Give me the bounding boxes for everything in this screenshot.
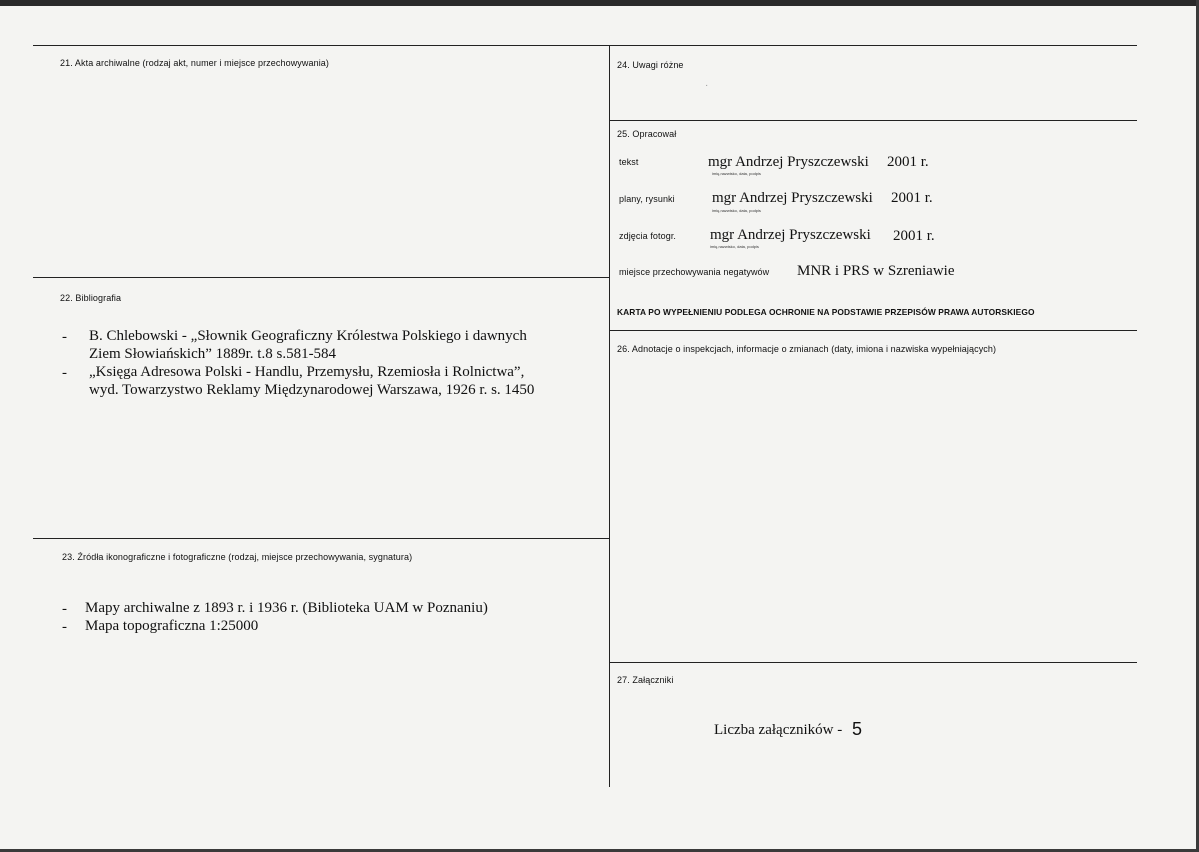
author-row-key: zdjęcia fotogr. (619, 231, 677, 241)
scan-edge-top (0, 0, 1199, 6)
author-name: mgr Andrzej Pryszczewski (710, 227, 871, 243)
author-hint: imię,nazwisko, data, podpis (712, 208, 761, 213)
attachments-count-value: 5 (852, 719, 863, 739)
divider-22-23 (33, 538, 609, 539)
author-name: mgr Andrzej Pryszczewski (712, 190, 873, 206)
bibliography-line: „Księga Adresowa Polski - Handlu, Przemysłu, Rzemiosła i Rolnictwa”, (89, 364, 525, 380)
author-hint: imię,nazwisko, data, podpis (710, 244, 759, 249)
author-year: 2001 r. (893, 228, 935, 244)
divider-26-27 (609, 662, 1137, 663)
section-21-label: 21. Akta archiwalne (rodzaj akt, numer i miejsce przechowywania) (60, 58, 330, 68)
list-bullet: - (62, 365, 67, 381)
copyright-notice: KARTA PO WYPEŁNIENIU PODLEGA OCHRONIE NA PODSTAWIE PRZEPISÓW PRAWA AUTORSKIEGO (617, 307, 1035, 317)
section-22-label: 22. Bibliografia (60, 293, 122, 303)
negatives-value: MNR i PRS w Szreniawie (797, 263, 955, 279)
top-rule (33, 45, 1137, 46)
attachments-count-label: Liczba załączników - (714, 722, 843, 738)
author-name: mgr Andrzej Pryszczewski (708, 154, 869, 170)
bibliography-line: Ziem Słowiańskich” 1889r. t.8 s.581-584 (89, 346, 337, 362)
list-bullet: - (62, 601, 67, 617)
divider-24-25 (609, 120, 1137, 121)
section-24-label: 24. Uwagi różne (617, 60, 684, 70)
divider-21-22 (33, 277, 609, 278)
author-row-key: tekst (619, 157, 639, 167)
section-27-label: 27. Załączniki (617, 675, 674, 685)
source-line: Mapa topograficzna 1:25000 (85, 618, 259, 634)
bibliography-line: wyd. Towarzystwo Reklamy Międzynarodowej Warszawa, 1926 r. s. 1450 (89, 382, 535, 398)
author-year: 2001 r. (891, 190, 933, 206)
section-26-label: 26. Adnotacje o inspekcjach, informacje o zmianach (daty, imiona i nazwiska wypełniających) (617, 344, 997, 354)
center-divider (609, 45, 610, 787)
divider-25-26 (609, 330, 1137, 331)
author-year: 2001 r. (887, 154, 929, 170)
bibliography-line: B. Chlebowski - „Słownik Geograficzny Królestwa Polskiego i dawnych (89, 328, 527, 344)
author-hint: imię,nazwisko, data, podpis (712, 171, 761, 176)
list-bullet: - (62, 329, 67, 345)
section-25-label: 25. Opracował (617, 129, 677, 139)
source-line: Mapy archiwalne z 1893 r. i 1936 r. (Biblioteka UAM w Poznaniu) (85, 600, 488, 616)
author-row-key: plany, rysunki (619, 194, 675, 204)
list-bullet: - (62, 619, 67, 635)
negatives-label: miejsce przechowywania negatywów (619, 267, 770, 277)
stray-mark: · (705, 80, 709, 91)
section-23-label: 23. Źródła ikonograficzne i fotograficzne (rodzaj, miejsce przechowywania, sygnatura) (62, 552, 413, 562)
